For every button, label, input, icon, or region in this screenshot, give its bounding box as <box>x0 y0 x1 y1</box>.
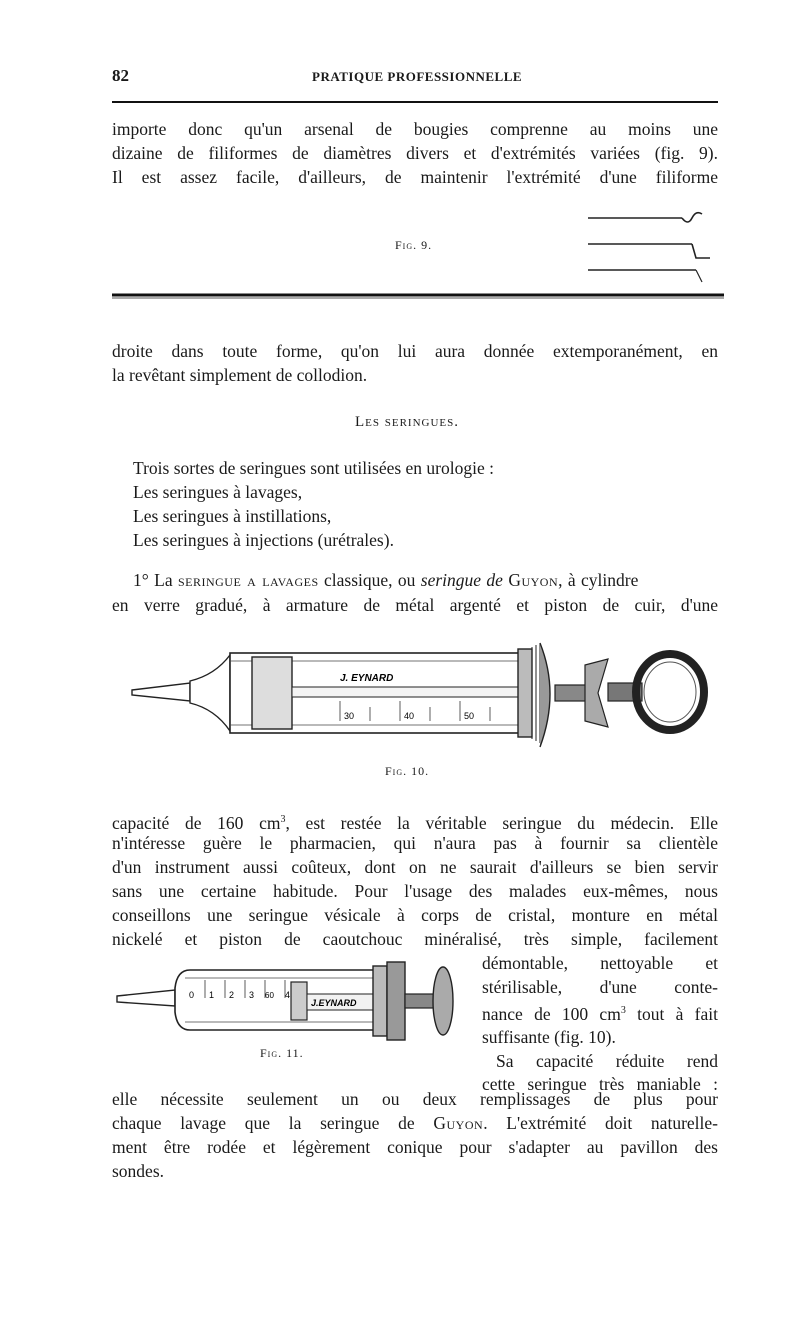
para4-right-column: démontable, nettoyable et stérilisable, d'une conte- nance de 100 $cm^3$ tout à fait suffisante (fig. 10). Sa capacité réduite rend cette seringue très maniable : <box>482 953 719 1095</box>
fig11-grad: 3 <box>249 990 255 1000</box>
fig11-grad: 4 <box>285 990 291 1000</box>
header-rule <box>112 101 718 103</box>
fig9-caption: Fig. 9. <box>395 238 433 252</box>
fig10-maker-label: J. EYNARD <box>340 673 394 684</box>
para4-line5: conseillons une seringue vésicale à corps de cristal, monture en métal <box>112 905 718 925</box>
fig10-caption: Fig. 10. <box>385 764 430 778</box>
para4-line7: elle nécessite seulement un ou deux remplissages de plus pour <box>112 1089 718 1109</box>
para2-line2: la revêtant simplement de collodion. <box>112 365 368 385</box>
para2-line1: droite dans toute forme, qu'on lui aura donnée extemporanément, en <box>112 341 718 361</box>
para1-line2: dizaine de filiformes de diamètres divers et d'extrémités variées (fig. 9). <box>112 143 718 163</box>
fig10-syringe-illustration <box>130 635 710 760</box>
para1-line1: importe donc qu'un arsenal de bougies comprenne au moins une <box>112 119 718 139</box>
para4-line3: d'un instrument aussi coûteux, dont on ne saurait d'ailleurs se bien servir <box>112 857 718 877</box>
fig11-grad: 1 <box>209 990 215 1000</box>
list-item: Les seringues à lavages, <box>133 482 303 502</box>
para1-line3: Il est assez facile, d'ailleurs, de maintenir l'extrémité d'une filiforme <box>112 167 718 187</box>
fig11-grad: 60 <box>265 991 274 1000</box>
running-title: PRATIQUE PROFESSIONNELLE <box>312 69 523 84</box>
fig11-caption: Fig. 11. <box>260 1046 304 1060</box>
fig10-grad: 50 <box>464 711 475 721</box>
para4-line9: ment être rodée et légèrement conique pour s'adapter au pavillon des <box>112 1137 718 1157</box>
para3-line2: en verre gradué, à armature de métal argenté et piston de cuir, d'une <box>112 595 718 615</box>
fig11-grad: 0 <box>189 990 195 1000</box>
fig11-maker-label: J.EYNARD <box>311 998 357 1008</box>
list-item: Les seringues à instillations, <box>133 506 332 526</box>
para4-line1: capacité de 160 $cm^3$, est restée la véritable seringue du médecin. Elle <box>112 812 718 833</box>
fig9-illustration <box>110 200 730 310</box>
para4-line10: sondes. <box>112 1161 165 1181</box>
section-title: Les seringues. <box>355 414 460 430</box>
fig11-grad: 2 <box>229 990 235 1000</box>
para4-line4: sans une certaine habitude. Pour l'usage des malades eux-mêmes, nous <box>112 881 718 901</box>
list-item: Les seringues à injections (urétrales). <box>133 530 394 550</box>
fig10-grad: 40 <box>404 711 415 721</box>
fig10-grad: 30 <box>344 711 355 721</box>
para4-line2: n'intéresse guère le pharmacien, qui n'aura pas à fournir sa clientèle <box>112 833 718 853</box>
para4-line6: nickelé et piston de caoutchouc minéralisé, très simple, facilement <box>112 929 718 949</box>
fig11-syringe-illustration <box>115 958 475 1048</box>
para3-line1: 1° La seringue a lavages classique, ou seringue de Guyon, à cylindre <box>133 570 639 590</box>
page-number: 82 <box>112 66 129 85</box>
para4-line8: chaque lavage que la seringue de Guyon. L'extrémité doit naturelle- <box>112 1113 718 1133</box>
list-intro: Trois sortes de seringues sont utilisées en urologie : <box>133 458 494 478</box>
